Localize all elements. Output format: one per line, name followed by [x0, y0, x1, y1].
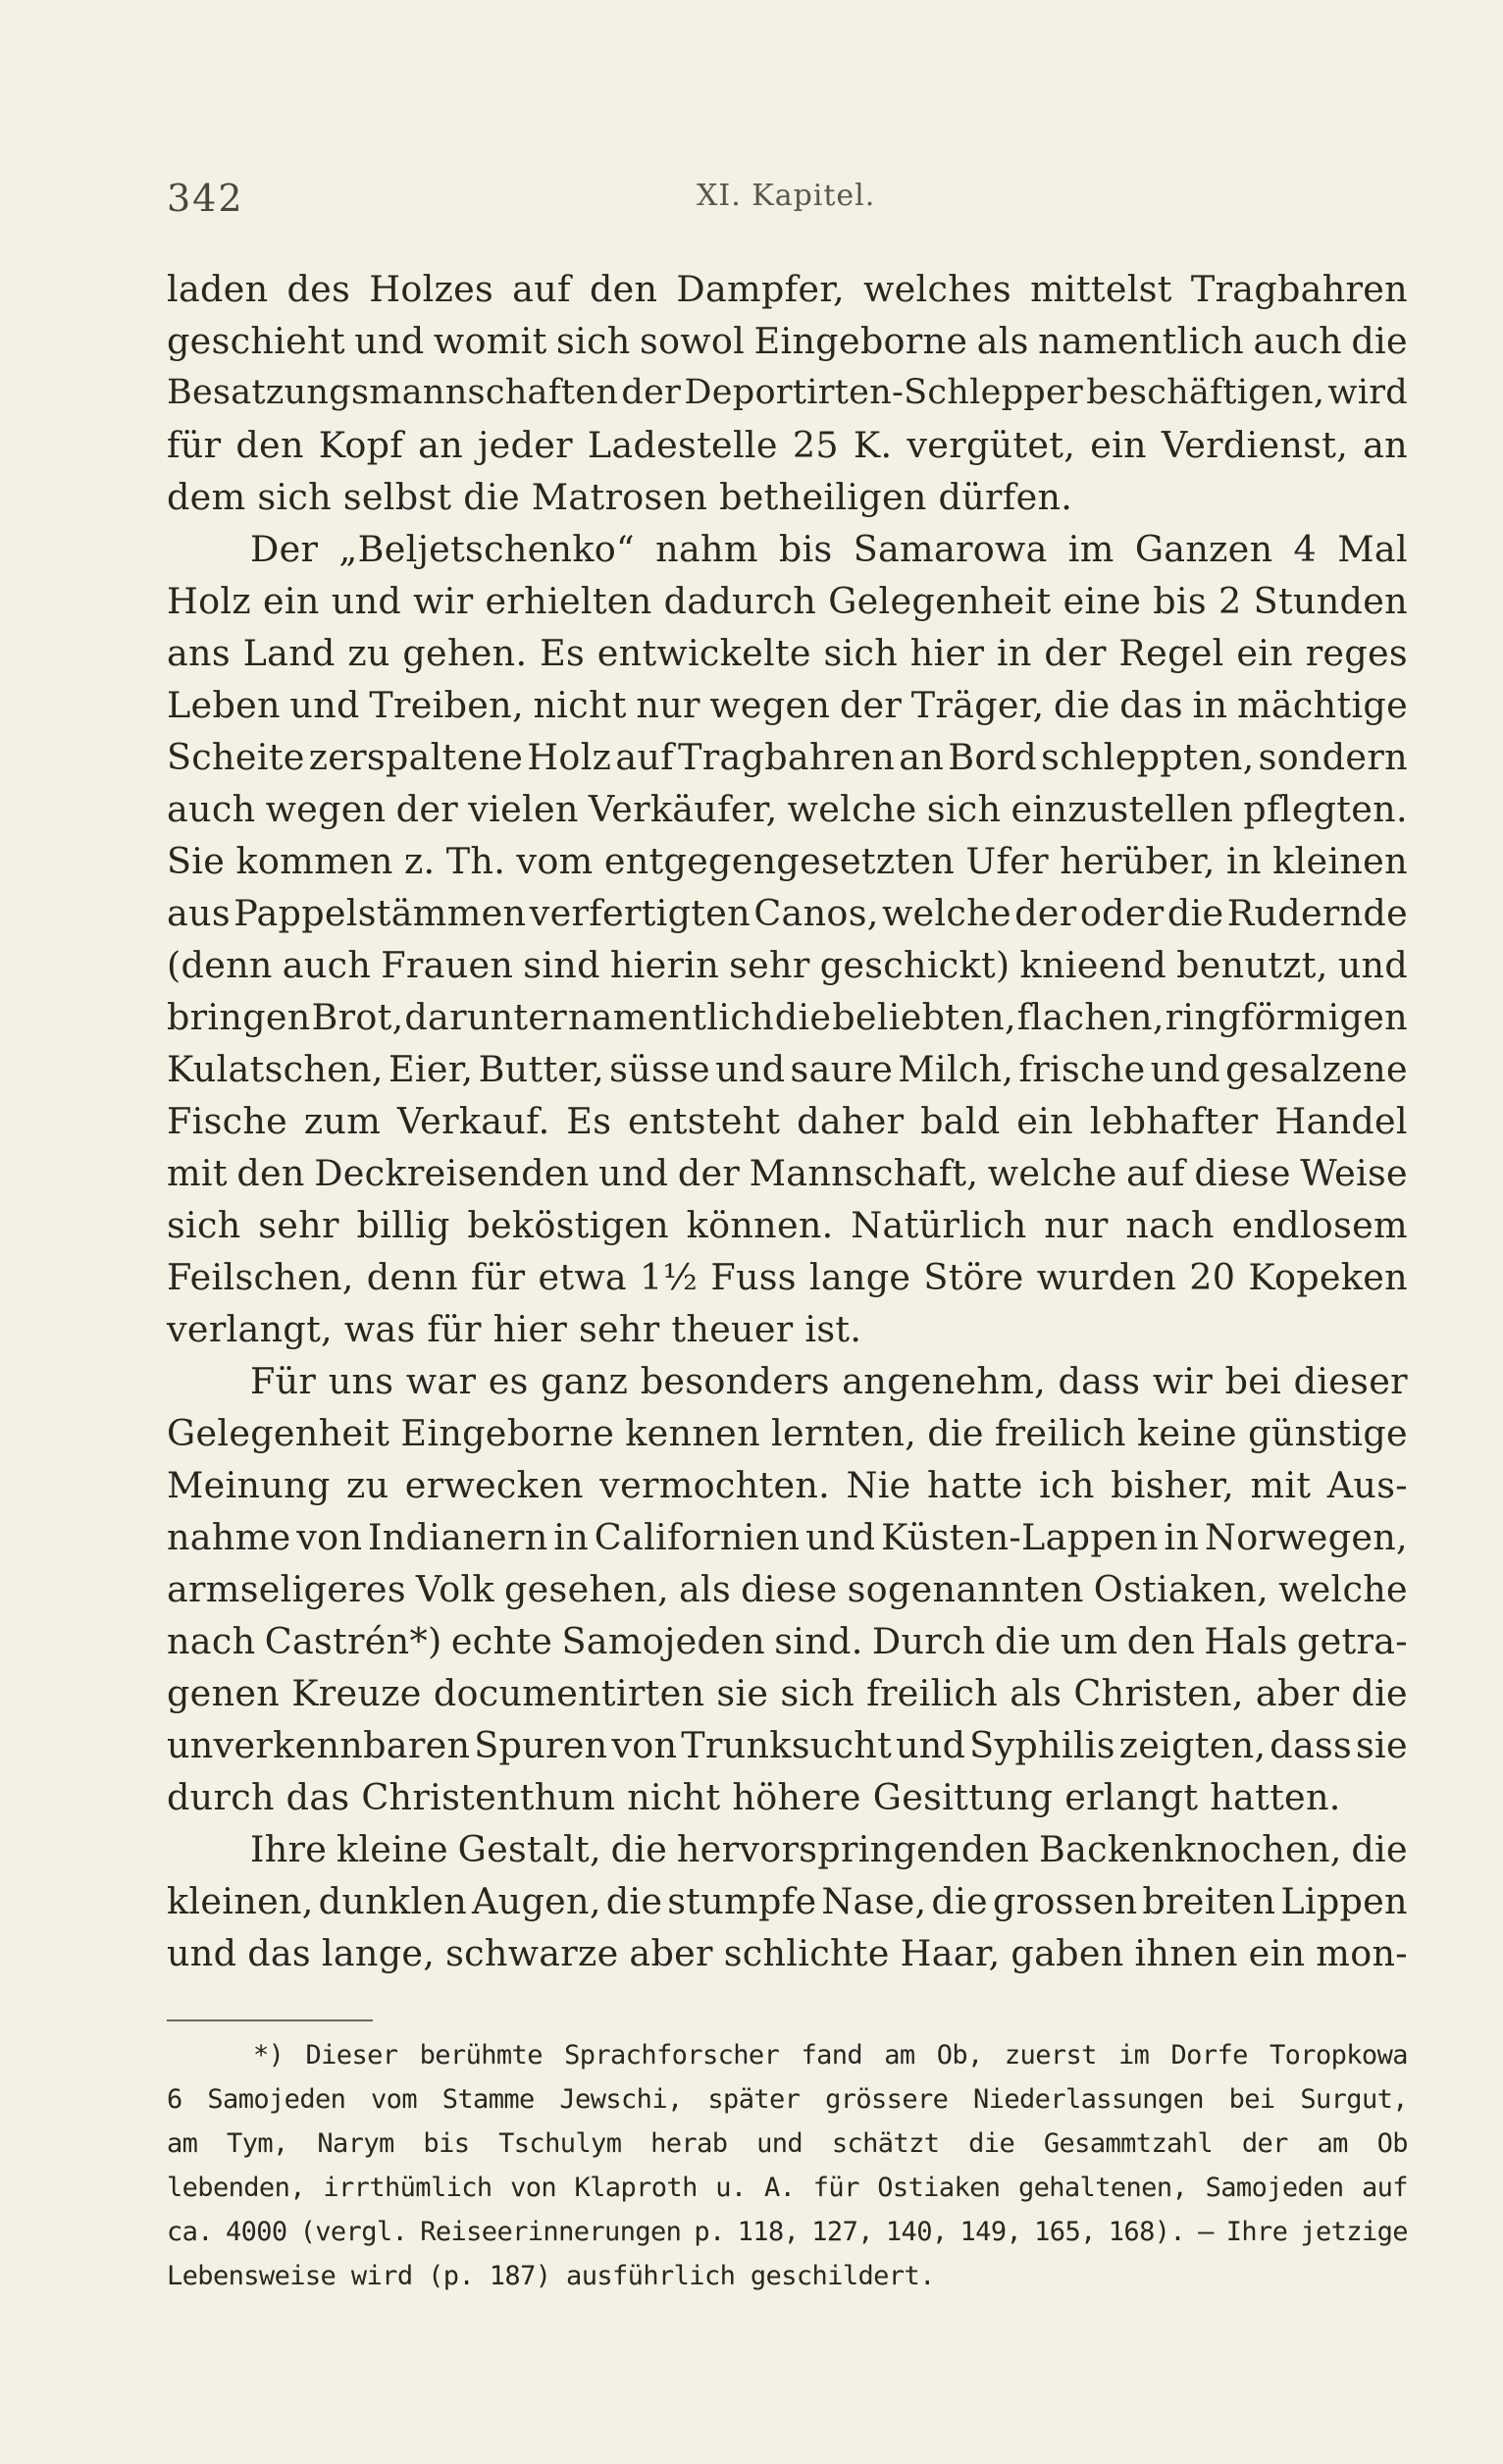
text-line: Der „Beljetschenko“ nahm bis Samarowa im Ganzen 4 Mal — [250, 528, 1408, 570]
text-line: dem sich selbst die Matrosen betheiligen dürfen. — [167, 476, 1073, 518]
text-line: aus Pappelstämmen verfertigten Canos, welche der oder die Rudernde — [167, 892, 1408, 934]
footnotes — [167, 2033, 1408, 2298]
page-number: 342 — [167, 177, 244, 220]
footnote-divider — [167, 2019, 373, 2021]
text-line: auch wegen der vielen Verkäufer, welche sich einzustellen pflegten. — [167, 788, 1408, 830]
text-line: Meinung zu erwecken vermochten. Nie hatte ich bisher, mit Aus- — [167, 1464, 1408, 1506]
text-line: geschieht und womit sich sowol Eingeborne als namentlich auch die — [167, 320, 1408, 362]
text-line: bringen Brot, darunter namentlich die beliebten, flachen, ringförmigen — [167, 996, 1408, 1038]
running-head — [167, 147, 1408, 220]
body-text — [167, 263, 1408, 1979]
text-line: Kulatschen, Eier, Butter, süsse und saure Milch, frische und gesalzene — [167, 1048, 1408, 1090]
footnote-line: lebenden, irrthümlich von Klaproth u. A. für Ostiaken gehaltenen, Samojeden auf — [167, 2173, 1408, 2203]
text-line: nach Castrén*) echte Samojeden sind. Durch die um den Hals getra- — [167, 1620, 1408, 1662]
text-line: Scheite zerspaltene Holz auf Tragbahren an Bord schleppten, sondern — [167, 736, 1408, 778]
text-line: Für uns war es ganz besonders angenehm, dass wir bei dieser — [250, 1360, 1408, 1402]
text-line: sich sehr billig beköstigen können. Natürlich nur nach endlosem — [167, 1204, 1408, 1246]
footnote-line: *) Dieser berühmte Sprachforscher fand am Ob, zuerst im Dorfe Toropkowa — [253, 2040, 1408, 2071]
book-page — [167, 147, 1408, 2355]
text-line: nahme von Indianern in Californien und Küsten-Lappen in Norwegen, — [167, 1516, 1408, 1558]
text-line: Fische zum Verkauf. Es entsteht daher bald ein lebhafter Handel — [167, 1100, 1408, 1142]
text-line: (denn auch Frauen sind hierin sehr geschickt) knieend benutzt, und — [167, 944, 1408, 986]
text-line: verlangt, was für hier sehr theuer ist. — [167, 1308, 862, 1350]
footnote-line: ca. 4000 (vergl. Reiseerinnerungen p. 118, 127, 140, 149, 165, 168). — Ihre jetzige — [167, 2217, 1408, 2247]
text-line: Ihre kleine Gestalt, die hervorspringenden Backenknochen, die — [250, 1828, 1408, 1870]
text-line: Feilschen, denn für etwa 1½ Fuss lange Störe wurden 20 Kopeken — [167, 1256, 1408, 1298]
text-line: Gelegenheit Eingeborne kennen lernten, die freilich keine günstige — [167, 1412, 1408, 1454]
text-line: und das lange, schwarze aber schlichte Haar, gaben ihnen ein mon- — [167, 1932, 1408, 1974]
text-line: Besatzungsmannschaften der Deportirten-Schlepper beschäftigen, wird — [167, 373, 1408, 412]
text-line: genen Kreuze documentirten sie sich freilich als Christen, aber die — [167, 1672, 1408, 1714]
text-line: Holz ein und wir erhielten dadurch Gelegenheit eine bis 2 Stunden — [167, 580, 1408, 622]
text-line: armseligeres Volk gesehen, als diese sogenannten Ostiaken, welche — [167, 1568, 1408, 1610]
text-line: für den Kopf an jeder Ladestelle 25 K. vergütet, ein Verdienst, an — [167, 424, 1408, 466]
footnote-line: am Tym, Narym bis Tschulym herab und schätzt die Gesammtzahl der am Ob — [167, 2128, 1408, 2159]
text-line: Leben und Treiben, nicht nur wegen der Träger, die das in mächtige — [167, 684, 1408, 726]
text-line: Sie kommen z. Th. vom entgegengesetzten Ufer herüber, in kleinen — [167, 840, 1408, 882]
text-line: laden des Holzes auf den Dampfer, welches mittelst Tragbahren — [167, 268, 1408, 310]
text-line: kleinen, dunklen Augen, die stumpfe Nase, die grossen breiten Lippen — [167, 1880, 1408, 1922]
text-line: ans Land zu gehen. Es entwickelte sich hier in der Regel ein reges — [167, 632, 1408, 674]
footnote-line: 6 Samojeden vom Stamme Jewschi, später grössere Niederlassungen bei Surgut, — [167, 2084, 1408, 2115]
text-line: durch das Christenthum nicht höhere Gesittung erlangt hatten. — [167, 1776, 1341, 1818]
text-line: unverkennbaren Spuren von Trunksucht und Syphilis zeigten, dass sie — [167, 1724, 1408, 1766]
chapter-title: XI. Kapitel. — [697, 179, 876, 213]
footnote-line: Lebensweise wird (p. 187) ausführlich geschildert. — [167, 2261, 935, 2291]
text-line: mit den Deckreisenden und der Mannschaft, welche auf diese Weise — [167, 1152, 1408, 1194]
